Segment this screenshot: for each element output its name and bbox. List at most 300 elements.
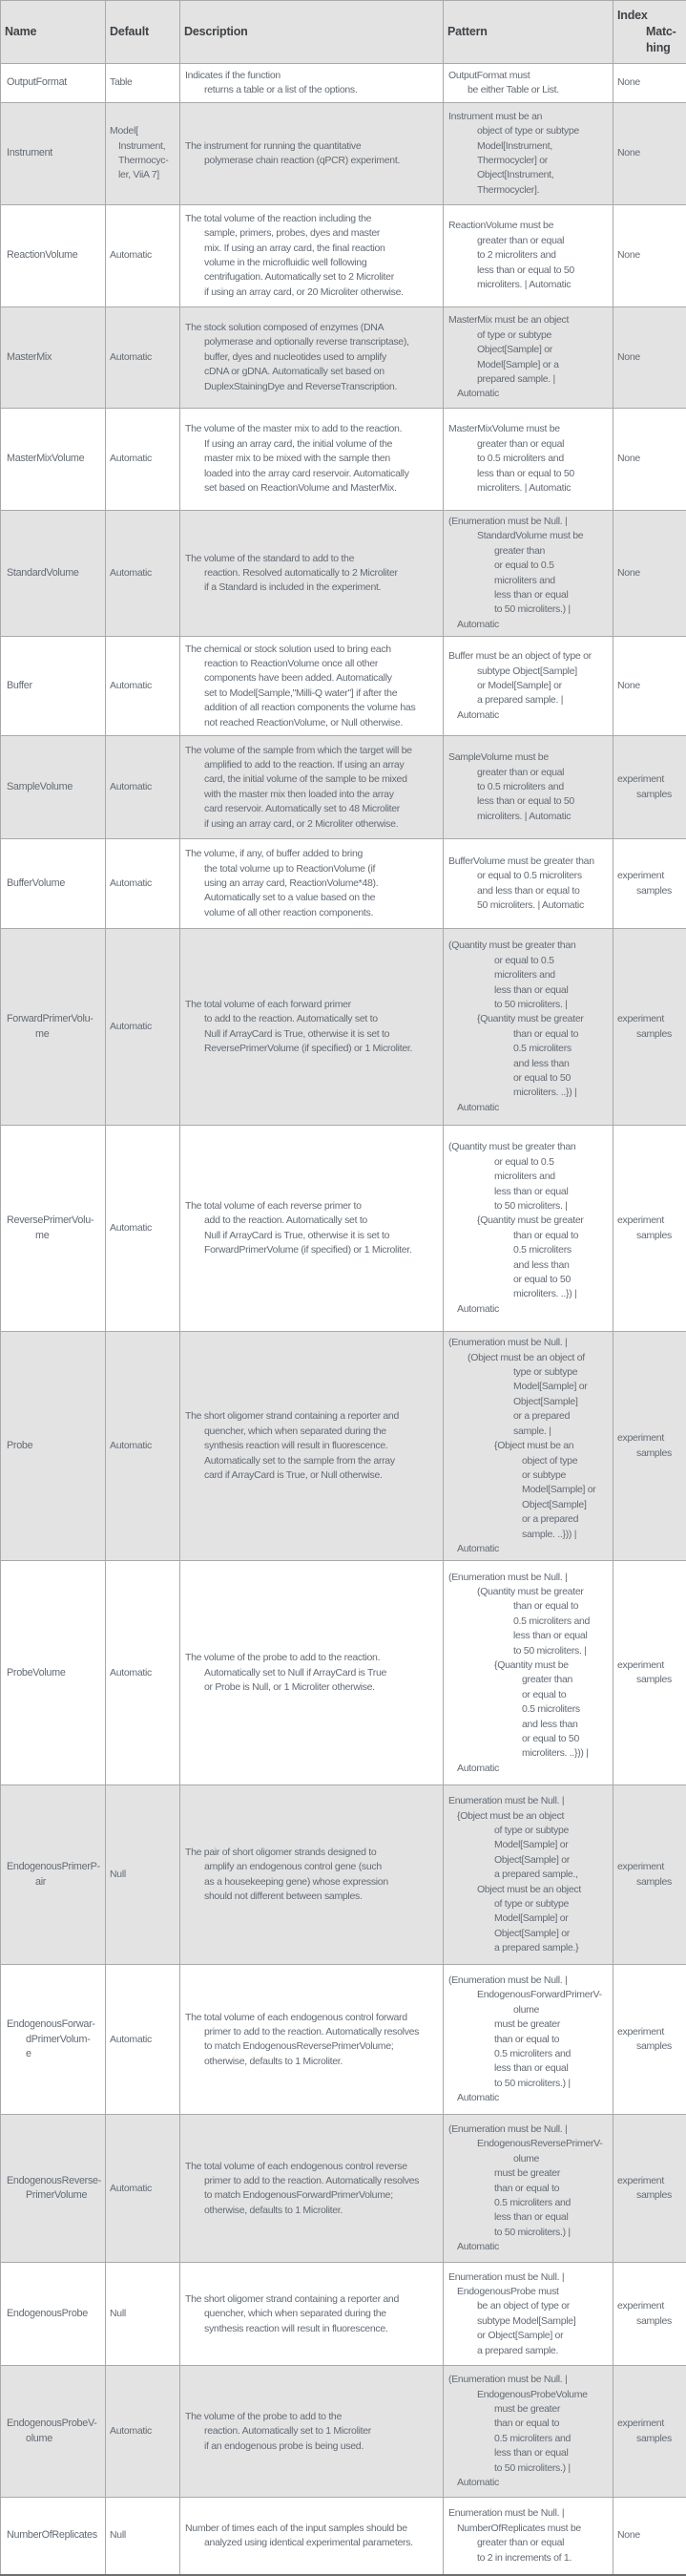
text-line: quencher, which when separated during the <box>185 1425 440 1439</box>
text-line: primer to add to the reaction. Automatically resolves <box>185 2174 440 2188</box>
text-line: Automatic <box>448 1302 610 1317</box>
text-line: me <box>7 1027 102 1042</box>
text-line: card reservoir. Automatically set to 48 Microliter <box>185 802 440 816</box>
text-line: must be greater <box>448 2166 610 2181</box>
text-line: Object[Sample] or <box>448 1927 610 1941</box>
option-name <box>1 64 106 103</box>
text-line: Buffer must be an object of type or <box>448 649 610 664</box>
text-line: Model[Sample] or <box>448 1380 610 1394</box>
text-line: Model[Sample] or <box>448 1483 610 1497</box>
text-line: to 2 in increments of 1. <box>448 2551 610 2565</box>
text-line: less than or equal <box>448 2210 610 2225</box>
text-line: Model[ <box>110 124 177 138</box>
option-pattern <box>444 1785 613 1965</box>
text-line: of type or subtype <box>448 1897 610 1911</box>
option-name <box>1 2366 106 2498</box>
option-index-matching <box>613 205 686 307</box>
text-line: The instrument for running the quantitative <box>185 139 440 154</box>
text-line: EndogenousForwar- <box>7 2017 102 2032</box>
text-line: Model[Instrument, <box>448 139 610 154</box>
text-line: than or equal to <box>448 1599 610 1614</box>
text-line: SampleVolume <box>7 780 102 794</box>
text-line: samples <box>617 2314 683 2329</box>
text-line: Automatic <box>110 350 177 365</box>
text-line: Number of times each of the input samples should be <box>185 2522 440 2536</box>
text-line: BufferVolume must be greater than <box>448 855 610 869</box>
option-default-value <box>106 2263 180 2366</box>
text-line: Automatic <box>448 387 610 401</box>
text-line: (Enumeration must be Null. | <box>448 515 610 529</box>
text-line: Automatically set to a value based on the <box>185 891 440 905</box>
text-line: Automatic <box>448 1101 610 1115</box>
text-line: olume <box>448 2003 610 2017</box>
text-line: master mix to be mixed with the sample then <box>185 452 440 466</box>
option-name <box>1 409 106 511</box>
text-line: Automatic <box>448 1542 610 1556</box>
text-line: if an endogenous probe is being used. <box>185 2439 440 2454</box>
option-pattern <box>444 2263 613 2366</box>
option-pattern <box>444 2498 613 2575</box>
text-line: reaction. Resolved automatically to 2 Microliter <box>185 566 440 581</box>
option-name <box>1 736 106 839</box>
option-default-value <box>106 2115 180 2263</box>
text-line: OutputFormat must <box>448 69 610 83</box>
text-line: Automatic <box>110 876 177 891</box>
text-line: Automatic <box>110 1666 177 1680</box>
text-line: set based on ReactionVolume and MasterMix. <box>185 481 440 496</box>
options-table-body <box>1 64 686 2575</box>
text-line: Automatic <box>110 1020 177 1034</box>
option-default-value <box>106 64 180 103</box>
text-line: greater than <box>448 1673 610 1687</box>
text-line: not reached ReactionVolume, or Null otherwise. <box>185 716 440 730</box>
text-line: The total volume of each reverse primer to <box>185 1199 440 1214</box>
text-line: with the master mix then loaded into the array <box>185 788 440 802</box>
option-pattern <box>444 103 613 205</box>
option-row-EndogenousPrimerPair <box>1 1785 686 1965</box>
text-line: The total volume of the reaction including the <box>185 212 440 226</box>
text-line: me <box>7 1229 102 1243</box>
text-line: Thermocycler] or <box>448 154 610 168</box>
text-line: Automatic <box>110 248 177 263</box>
column-header-pattern: Pattern <box>444 1 613 64</box>
text-line: EndogenousProbeV- <box>7 2417 102 2431</box>
text-line: Index <box>617 8 683 24</box>
text-line: EndogenousProbeVolume <box>448 2388 610 2402</box>
text-line: object of type <box>448 1454 610 1468</box>
text-line: or equal to 50 <box>448 1732 610 1746</box>
text-line: ReversePrimerVolume (if specified) or 1 Microliter. <box>185 1042 440 1056</box>
text-line: greater than or equal <box>448 2536 610 2550</box>
text-line: type or subtype <box>448 1365 610 1380</box>
text-line: (Quantity must be greater than <box>448 1140 610 1154</box>
text-line: PrimerVolume <box>7 2188 102 2203</box>
text-line: None <box>617 2528 683 2543</box>
option-description <box>180 2115 444 2263</box>
option-default-value <box>106 1332 180 1561</box>
text-line: or equal to 0.5 microliters <box>448 869 610 883</box>
text-line: {Quantity must be greater <box>448 1012 610 1026</box>
option-row-ForwardPrimerVolume <box>1 929 686 1126</box>
text-line: experiment <box>617 2417 683 2431</box>
text-line: microliters. ..}) | <box>448 1287 610 1301</box>
option-row-Buffer <box>1 637 686 736</box>
text-line: subtype Object[Sample] <box>448 665 610 679</box>
option-pattern <box>444 511 613 637</box>
text-line: EndogenousPrimerP- <box>7 1860 102 1874</box>
text-line: Automatic <box>110 2033 177 2047</box>
text-line: or Model[Sample] or <box>448 679 610 693</box>
option-pattern <box>444 1126 613 1332</box>
text-line: less than or equal to 50 <box>448 794 610 809</box>
text-line: than or equal to <box>448 2417 610 2431</box>
option-index-matching <box>613 64 686 103</box>
text-line: amplified to add to the reaction. If using an array <box>185 758 440 772</box>
text-line: samples <box>617 2039 683 2054</box>
option-pattern <box>444 929 613 1126</box>
option-index-matching <box>613 307 686 409</box>
option-name <box>1 2498 106 2575</box>
text-line: 0.5 microliters and <box>448 2432 610 2446</box>
text-line: mix. If using an array card, the final reaction <box>185 242 440 256</box>
text-line: MasterMixVolume must be <box>448 422 610 436</box>
text-line: microliters and <box>448 574 610 588</box>
option-pattern <box>444 1561 613 1785</box>
text-line: StandardVolume <box>7 566 102 581</box>
option-description <box>180 1332 444 1561</box>
text-line: as a housekeeping gene) whose expression <box>185 1875 440 1890</box>
text-line: Enumeration must be Null. | <box>448 2270 610 2285</box>
text-line: volume in the microfluidic well following <box>185 256 440 270</box>
text-line: microliters. | Automatic <box>448 481 610 496</box>
text-line: to 50 microliters.) | <box>448 2226 610 2240</box>
text-line: air <box>7 1875 102 1890</box>
option-name <box>1 929 106 1126</box>
text-line: experiment <box>617 2025 683 2039</box>
text-line: None <box>617 146 683 160</box>
text-line: card, the initial volume of the sample to be mixed <box>185 772 440 787</box>
option-index-matching <box>613 2498 686 2575</box>
text-line: or equal to <box>448 1688 610 1702</box>
option-default-value <box>106 1785 180 1965</box>
text-line: than or equal to <box>448 1027 610 1042</box>
text-line: Model[Sample] or <box>448 1838 610 1852</box>
text-line: microliters and <box>448 1170 610 1184</box>
text-line: to 50 microliters.) | <box>448 602 610 617</box>
text-line: dPrimerVolum- <box>7 2033 102 2047</box>
option-name <box>1 1561 106 1785</box>
text-line: be either Table or List. <box>448 83 610 97</box>
option-name <box>1 1126 106 1332</box>
text-line: Automatic <box>110 566 177 581</box>
text-line: and less than <box>448 1057 610 1071</box>
option-name <box>1 307 106 409</box>
text-line: volume of all other reaction components. <box>185 906 440 920</box>
option-pattern <box>444 205 613 307</box>
option-description <box>180 1785 444 1965</box>
text-line: NumberOfReplicates <box>7 2528 102 2543</box>
text-line: Object[Sample] <box>448 1395 610 1409</box>
text-line: must be greater <box>448 2402 610 2417</box>
option-index-matching <box>613 1126 686 1332</box>
option-name <box>1 205 106 307</box>
text-line: Object[Instrument, <box>448 168 610 182</box>
text-line: ProbeVolume <box>7 1666 102 1680</box>
text-line: and less than <box>448 1718 610 1732</box>
text-line: Matc- <box>617 24 683 40</box>
text-line: OutputFormat <box>7 75 102 90</box>
text-line: Object must be an object <box>448 1883 610 1897</box>
text-line: microliters. | Automatic <box>448 278 610 292</box>
text-line: to 50 microliters. | <box>448 1199 610 1214</box>
text-line: Null if ArrayCard is True, otherwise it is set to <box>185 1229 440 1243</box>
text-line: Automatic <box>448 2240 610 2254</box>
option-description <box>180 2498 444 2575</box>
text-line: {Quantity must be <box>448 1658 610 1673</box>
option-description <box>180 205 444 307</box>
text-line: analyzed using identical experimental parameters. <box>185 2536 440 2550</box>
option-description <box>180 1561 444 1785</box>
text-line: amplify an endogenous control gene (such <box>185 1860 440 1874</box>
option-pattern <box>444 2366 613 2498</box>
text-line: MasterMix must be an object <box>448 313 610 327</box>
text-line: Automatic <box>110 452 177 466</box>
text-line: Buffer <box>7 679 102 693</box>
option-index-matching <box>613 511 686 637</box>
option-index-matching <box>613 1965 686 2115</box>
text-line: than or equal to <box>448 2033 610 2047</box>
text-line: The short oligomer strand containing a reporter and <box>185 2292 440 2307</box>
text-line: (Object must be an object of <box>448 1351 610 1365</box>
text-line: Table <box>110 75 177 90</box>
text-line: or a prepared <box>448 1512 610 1527</box>
text-line: if using an array card, or 20 Microliter otherwise. <box>185 285 440 300</box>
option-name <box>1 1965 106 2115</box>
option-default-value <box>106 1561 180 1785</box>
text-line: Instrument, <box>110 139 177 154</box>
text-line: DuplexStainingDye and ReverseTranscription. <box>185 380 440 394</box>
text-line: samples <box>617 788 683 802</box>
text-line: The pair of short oligomer strands designed to <box>185 1846 440 1860</box>
text-line: to match EndogenousForwardPrimerVolume; <box>185 2188 440 2203</box>
option-name <box>1 103 106 205</box>
text-line: sample, primers, probes, dyes and master <box>185 226 440 241</box>
text-line: and less than <box>448 1258 610 1273</box>
option-name <box>1 637 106 736</box>
text-line: sample. ..})) | <box>448 1528 610 1542</box>
text-line: to 2 microliters and <box>448 248 610 263</box>
text-line: The stock solution composed of enzymes (DNA <box>185 321 440 335</box>
text-line: (Quantity must be greater <box>448 1585 610 1599</box>
text-line: olume <box>448 2152 610 2166</box>
text-line: MasterMixVolume <box>7 452 102 466</box>
option-row-OutputFormat <box>1 64 686 103</box>
text-line: ForwardPrimerVolume (if specified) or 1 Microliter. <box>185 1243 440 1257</box>
option-description <box>180 736 444 839</box>
option-pattern <box>444 637 613 736</box>
option-index-matching <box>613 1561 686 1785</box>
option-index-matching <box>613 2115 686 2263</box>
text-line: Model[Sample] or a <box>448 358 610 372</box>
text-line: SampleVolume must be <box>448 750 610 765</box>
text-line: set to Model[Sample,"Milli-Q water"] if after the <box>185 686 440 701</box>
option-index-matching <box>613 103 686 205</box>
option-index-matching <box>613 929 686 1126</box>
text-line: EndogenousProbe must <box>448 2285 610 2299</box>
option-row-EndogenousProbe <box>1 2263 686 2366</box>
option-row-EndogenousForwardPrimerVolume <box>1 1965 686 2115</box>
text-line: be an object of type or <box>448 2299 610 2313</box>
option-index-matching <box>613 2263 686 2366</box>
text-line: The volume of the probe to add to the reaction. <box>185 1651 440 1665</box>
option-name <box>1 1332 106 1561</box>
text-line: The volume of the standard to add to the <box>185 552 440 566</box>
text-line: less than or equal to 50 <box>448 467 610 481</box>
text-line: less than or equal <box>448 1629 610 1643</box>
option-name <box>1 839 106 929</box>
text-line: If using an array card, the initial volume of the <box>185 437 440 452</box>
text-line: experiment <box>617 2174 683 2188</box>
option-name <box>1 511 106 637</box>
option-description <box>180 64 444 103</box>
text-line: otherwise, defaults to 1 Microliter. <box>185 2055 440 2069</box>
text-line: less than or equal <box>448 2446 610 2460</box>
text-line: returns a table or a list of the options. <box>185 83 440 97</box>
text-line: Automatic <box>448 1762 610 1776</box>
text-line: samples <box>617 2432 683 2446</box>
text-line: Probe <box>7 1439 102 1453</box>
text-line: BufferVolume <box>7 876 102 891</box>
text-line: components have been added. Automatically <box>185 671 440 686</box>
option-row-EndogenousProbeVolume <box>1 2366 686 2498</box>
text-line: Automatic <box>448 708 610 723</box>
text-line: None <box>617 566 683 581</box>
text-line: or Probe is Null, or 1 Microliter otherwise. <box>185 1680 440 1695</box>
option-row-SampleVolume <box>1 736 686 839</box>
text-line: The total volume of each endogenous control reverse <box>185 2160 440 2174</box>
text-line: 0.5 microliters and <box>448 1615 610 1629</box>
text-line: None <box>617 452 683 466</box>
text-line: (Enumeration must be Null. | <box>448 1974 610 1988</box>
text-line: microliters. | Automatic <box>448 810 610 824</box>
text-line: or a prepared <box>448 1409 610 1424</box>
option-description <box>180 2263 444 2366</box>
option-description <box>180 1126 444 1332</box>
text-line: Automatic <box>110 1221 177 1235</box>
text-line: Model[Sample] or <box>448 1911 610 1926</box>
option-pattern <box>444 1332 613 1561</box>
text-line: Null if ArrayCard is True, otherwise it is set to <box>185 1027 440 1042</box>
text-line: The total volume of each endogenous control forward <box>185 2011 440 2025</box>
option-row-ReversePrimerVolume <box>1 1126 686 1332</box>
option-index-matching <box>613 1332 686 1561</box>
option-index-matching <box>613 2366 686 2498</box>
text-line: samples <box>617 1673 683 1687</box>
text-line: experiment <box>617 1860 683 1874</box>
option-row-MasterMixVolume <box>1 409 686 511</box>
text-line: e <box>7 2047 102 2061</box>
text-line: to match EndogenousReversePrimerVolume; <box>185 2039 440 2054</box>
option-row-Probe <box>1 1332 686 1561</box>
text-line: synthesis reaction will result in fluorescence. <box>185 2322 440 2336</box>
text-line: prepared sample. | <box>448 372 610 387</box>
option-row-ProbeVolume <box>1 1561 686 1785</box>
text-line: The volume, if any, of buffer added to bring <box>185 847 440 861</box>
text-line: polymerase chain reaction (qPCR) experiment. <box>185 154 440 168</box>
text-line: less than or equal <box>448 983 610 998</box>
text-line: Thermocyc- <box>110 154 177 168</box>
text-line: EndogenousForwardPrimerV- <box>448 1988 610 2002</box>
text-line: a prepared sample. <box>448 2344 610 2358</box>
text-line: None <box>617 75 683 90</box>
column-header-description: Description <box>180 1 444 64</box>
text-line: addition of all reaction components the volume has <box>185 701 440 715</box>
option-description <box>180 409 444 511</box>
text-line: experiment <box>617 1658 683 1673</box>
text-line: buffer, dyes and nucleotides used to amplify <box>185 350 440 365</box>
text-line: to 50 microliters. | <box>448 1644 610 1658</box>
text-line: The volume of the probe to add to the <box>185 2410 440 2424</box>
option-name <box>1 2263 106 2366</box>
text-line: Automatic <box>110 2424 177 2439</box>
option-default-value <box>106 1126 180 1332</box>
text-line: EndogenousReversePrimerV- <box>448 2137 610 2151</box>
text-line: quencher, which when separated during the <box>185 2307 440 2321</box>
text-line: The short oligomer strand containing a reporter and <box>185 1409 440 1424</box>
option-description <box>180 2366 444 2498</box>
option-default-value <box>106 103 180 205</box>
option-default-value <box>106 736 180 839</box>
text-line: (Enumeration must be Null. | <box>448 1336 610 1350</box>
option-name <box>1 1785 106 1965</box>
text-line: and less than or equal to <box>448 884 610 898</box>
option-row-EndogenousReversePrimerVolume <box>1 2115 686 2263</box>
option-default-value <box>106 409 180 511</box>
text-line: StandardVolume must be <box>448 529 610 543</box>
text-line: experiment <box>617 772 683 787</box>
text-line: greater than or equal <box>448 437 610 452</box>
option-pattern <box>444 839 613 929</box>
option-description <box>180 103 444 205</box>
text-line: to 50 microliters.) | <box>448 2461 610 2476</box>
text-line: ReactionVolume <box>7 248 102 263</box>
column-header-default: Default <box>106 1 180 64</box>
option-description <box>180 839 444 929</box>
option-pattern <box>444 1965 613 2115</box>
text-line: The volume of the sample from which the target will be <box>185 744 440 758</box>
option-description <box>180 929 444 1126</box>
text-line: 0.5 microliters <box>448 1243 610 1257</box>
text-line: otherwise, defaults to 1 Microliter. <box>185 2204 440 2218</box>
text-line: Null <box>110 2307 177 2321</box>
option-row-NumberOfReplicates <box>1 2498 686 2575</box>
text-line: The total volume of each forward primer <box>185 998 440 1012</box>
text-line: Null <box>110 1868 177 1882</box>
text-line: synthesis reaction will result in fluorescence. <box>185 1439 440 1453</box>
text-line: less than or equal <box>448 1185 610 1199</box>
option-pattern <box>444 64 613 103</box>
text-line: if a Standard is included in the experiment. <box>185 581 440 595</box>
text-line: (Enumeration must be Null. | <box>448 1571 610 1585</box>
text-line: reaction. Automatically set to 1 Microliter <box>185 2424 440 2439</box>
text-line: primer to add to the reaction. Automatically resolves <box>185 2025 440 2039</box>
option-pattern <box>444 307 613 409</box>
text-line: experiment <box>617 1012 683 1026</box>
text-line: EndogenousReverse- <box>7 2174 102 2188</box>
text-line: Automatic <box>448 2091 610 2105</box>
text-line: card if ArrayCard is True, or Null otherwise. <box>185 1468 440 1483</box>
text-line: to 50 microliters. | <box>448 998 610 1012</box>
